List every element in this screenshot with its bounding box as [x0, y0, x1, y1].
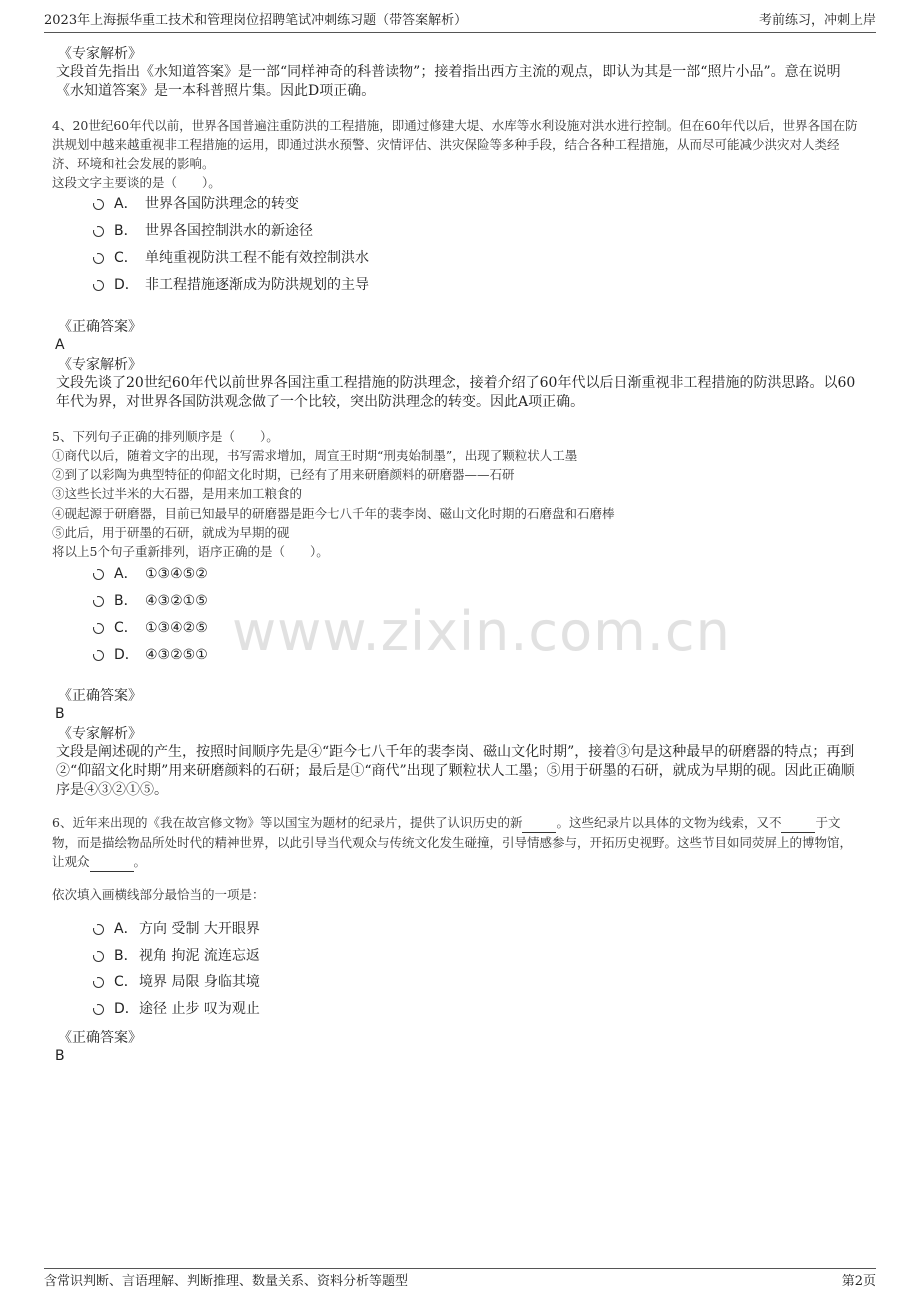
radio-icon[interactable]: [93, 569, 104, 580]
q5-answer-label: 《正确答案》: [58, 688, 142, 704]
radio-icon[interactable]: [93, 977, 104, 988]
q4-stem: 4、20世纪60年代以前，世界各国普遍注重防洪的工程措施，即通过修建大堤、水库等水利设施对洪水进行控制。但在60年代以后，世界各国在防洪规划中越来越重视非工程措施的运用，即通过洪水预警、灾情评估、洪灾保险等多种手段，结合各种工程措施，从而尽可能减少洪灾对人类经济、环境和社会发展的影响。: [52, 118, 858, 171]
page-header: [44, 10, 876, 33]
q6-question: 依次填入画横线部分最恰当的一项是：: [52, 887, 265, 902]
q3-analysis-label: 《专家解析》: [58, 46, 142, 62]
fill-blank-2: [781, 813, 815, 833]
q5-analysis-label: 《专家解析》: [58, 726, 142, 742]
radio-icon[interactable]: [93, 1004, 104, 1015]
fill-blank-3: [90, 852, 134, 872]
q5-sentence-5: ⑤此后，用于研墨的石研，就成为早期的砚: [52, 525, 290, 540]
q4-answer-label: 《正确答案》: [58, 319, 142, 335]
radio-icon[interactable]: [93, 951, 104, 962]
fill-blank-1: [522, 813, 556, 833]
q6-stem: 6、近年来出现的《我在故宫修文物》等以国宝为题材的纪录片，提供了认识历史的新 。这些纪录片以具体的文物为线索，又不 于文物，而是描绘物品所处时代的精神世界，以此引导当代观众与传统文化发生碰撞，引导情感参与，开拓历史视野。这些节目如同荧屏上的博物馆，让观众 。: [52, 813, 862, 872]
q4-question: 这段文字主要谈的是（ ）。: [52, 175, 221, 190]
radio-icon[interactable]: [93, 596, 104, 607]
q4-answer: A: [55, 337, 65, 353]
page-footer: [44, 1268, 876, 1293]
q5-question: 将以上5个句子重新排列，语序正确的是（ ）。: [52, 544, 329, 559]
footer-categories: 含常识判断、言语理解、判断推理、数量关系、资料分析等题型: [44, 1274, 409, 1289]
q6-answer: B: [55, 1048, 65, 1064]
radio-icon[interactable]: [93, 650, 104, 661]
radio-icon[interactable]: [93, 280, 104, 291]
radio-icon[interactable]: [93, 226, 104, 237]
page-number: 第2页: [841, 1274, 876, 1289]
radio-icon[interactable]: [93, 924, 104, 935]
q6-answer-label: 《正确答案》: [58, 1030, 142, 1046]
q5-stem: 5、下列句子正确的排列顺序是（ ）。: [52, 429, 279, 444]
watermark: www.zixin.com.cn: [232, 600, 731, 663]
q5-answer: B: [55, 706, 65, 722]
q5-sentence-3: ③这些长过半米的大石器，是用来加工粮食的: [52, 486, 303, 501]
radio-icon[interactable]: [93, 253, 104, 264]
header-slogan: 考前练习，冲刺上岸: [758, 13, 876, 28]
q5-analysis: 文段是阐述砚的产生，按照时间顺序先是④“距今七八千年的裴李岗、磁山文化时期”，接着③句是这种最早的研磨器的特点；再到②“仰韶文化时期”用来研磨颜料的石研；最后是①“商代”出现了颗粒状人工墨；⑤用于研墨的石研，就成为早期的砚。因此正确顺序是④③②①⑤。: [56, 744, 855, 798]
q4-analysis-label: 《专家解析》: [58, 357, 142, 373]
radio-icon[interactable]: [93, 623, 104, 634]
q5-sentence-2: ②到了以彩陶为典型特征的仰韶文化时期，已经有了用来研磨颜料的研磨器——石研: [52, 467, 515, 482]
document-title: 2023年上海振华重工技术和管理岗位招聘笔试冲刺练习题（带答案解析）: [44, 13, 468, 28]
q5-sentence-1: ①商代以后，随着文字的出现，书写需求增加，周宣王时期“刑夷始制墨”，出现了颗粒状人工墨: [52, 448, 578, 463]
q3-analysis: 文段首先指出《水知道答案》是一部“同样神奇的科普读物”；接着指出西方主流的观点，即认为其是一部“照片小品”。意在说明《水知道答案》是一本科普照片集。因此D项正确。: [56, 64, 841, 99]
q4-analysis: 文段先谈了20世纪60年代以前世界各国注重工程措施的防洪理念，接着介绍了60年代以后日渐重视非工程措施的防洪思路。以60年代为界，对世界各国防洪观念做了一个比较，突出防洪理念的转变。因此A项正确。: [56, 375, 856, 410]
q5-sentence-4: ④砚起源于研磨器，目前已知最早的研磨器是距今七八千年的裴李岗、磁山文化时期的石磨盘和石磨棒: [52, 506, 615, 521]
radio-icon[interactable]: [93, 199, 104, 210]
